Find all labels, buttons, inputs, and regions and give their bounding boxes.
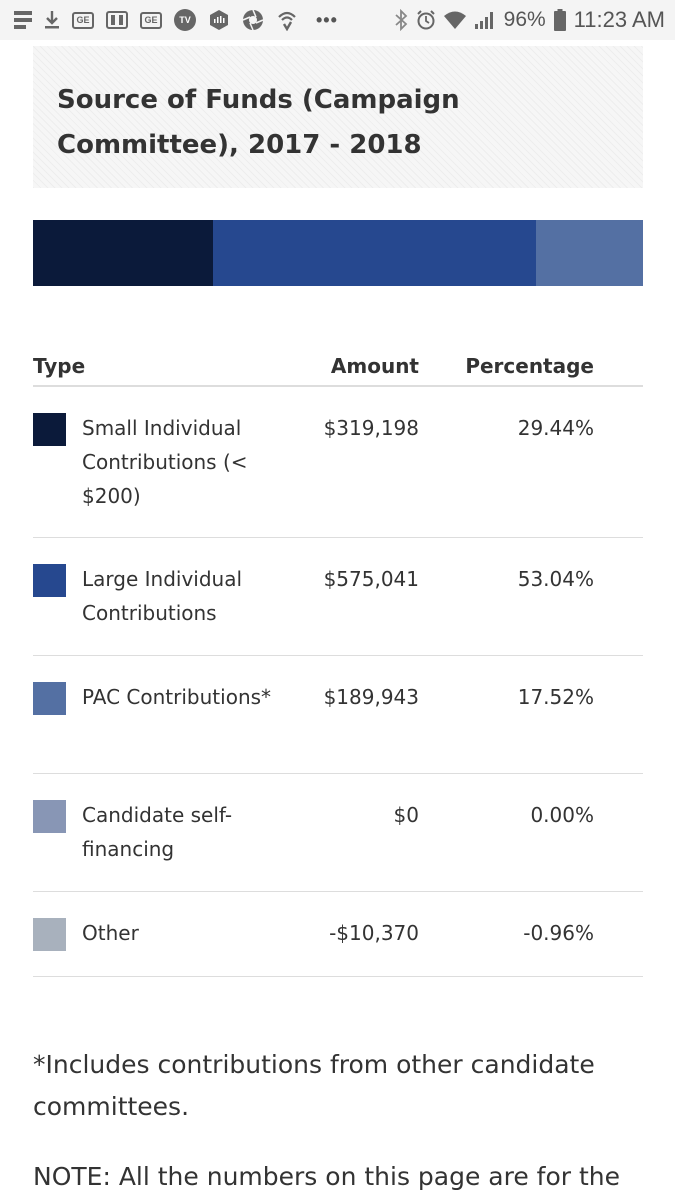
aperture-icon	[242, 9, 264, 31]
alarm-icon	[416, 10, 436, 30]
battery-percent: 96%	[503, 8, 546, 31]
bar-segment-3[interactable]	[536, 220, 643, 286]
notification-icons	[14, 9, 394, 31]
system-icons	[394, 7, 665, 33]
row-amount: $189,943	[323, 685, 419, 709]
ge-icon-2: GE	[140, 12, 162, 29]
chart-title: Source of Funds (Campaign Committee), 2017 - 2018	[57, 85, 460, 160]
table-header	[33, 350, 643, 387]
legend-swatch	[33, 413, 66, 446]
column-header-amount[interactable]: Amount	[330, 354, 419, 378]
note-text: NOTE: All the numbers on this page are for the	[33, 1162, 621, 1191]
stacked-bar	[33, 220, 643, 286]
table-row	[33, 538, 643, 656]
more-dots-icon: •••	[316, 9, 338, 30]
status-bar	[0, 0, 675, 40]
book-icon	[106, 11, 128, 29]
footnote: *Includes contributions from other candidate committees.	[33, 1050, 595, 1121]
table-row	[33, 774, 643, 892]
row-type: PAC Contributions*	[82, 685, 272, 709]
bar-segment-2[interactable]	[213, 220, 537, 286]
menu-icon	[14, 10, 32, 30]
bluetooth-icon	[394, 9, 408, 31]
row-percentage: 17.52%	[517, 685, 594, 709]
bar-segment-1[interactable]	[33, 220, 213, 286]
wifi-call-icon	[276, 9, 298, 31]
row-percentage: 0.00%	[530, 803, 594, 827]
tv-icon: TV	[174, 9, 196, 31]
table-row	[33, 656, 643, 774]
signal-icon	[474, 10, 496, 30]
download-icon	[44, 10, 60, 30]
table-row	[33, 892, 643, 977]
row-amount: $575,041	[323, 567, 419, 591]
table-row	[33, 387, 643, 538]
wifi-icon	[444, 11, 466, 29]
clock: 11:23 AM	[573, 7, 665, 32]
soundcloud-icon	[208, 9, 230, 31]
legend-swatch	[33, 800, 66, 833]
ge-icon: GE	[72, 12, 94, 29]
row-percentage: -0.96%	[523, 921, 594, 945]
row-percentage: 29.44%	[517, 416, 594, 440]
column-header-type[interactable]: Type	[33, 354, 86, 378]
row-type: Large Individual Contributions	[82, 567, 243, 625]
legend-swatch	[33, 682, 66, 715]
row-amount: $319,198	[323, 416, 419, 440]
row-percentage: 53.04%	[517, 567, 594, 591]
row-type: Candidate self-financing	[82, 803, 233, 861]
row-type: Other	[82, 921, 139, 945]
legend-swatch	[33, 918, 66, 951]
row-amount: -$10,370	[329, 921, 419, 945]
battery-icon	[554, 9, 566, 31]
row-amount: $0	[393, 803, 419, 827]
column-header-percentage[interactable]: Percentage	[465, 354, 594, 378]
legend-swatch	[33, 564, 66, 597]
funds-table	[33, 350, 643, 977]
row-type: Small Individual Contributions (< $200)	[82, 416, 248, 508]
chart-title-box	[33, 46, 643, 188]
